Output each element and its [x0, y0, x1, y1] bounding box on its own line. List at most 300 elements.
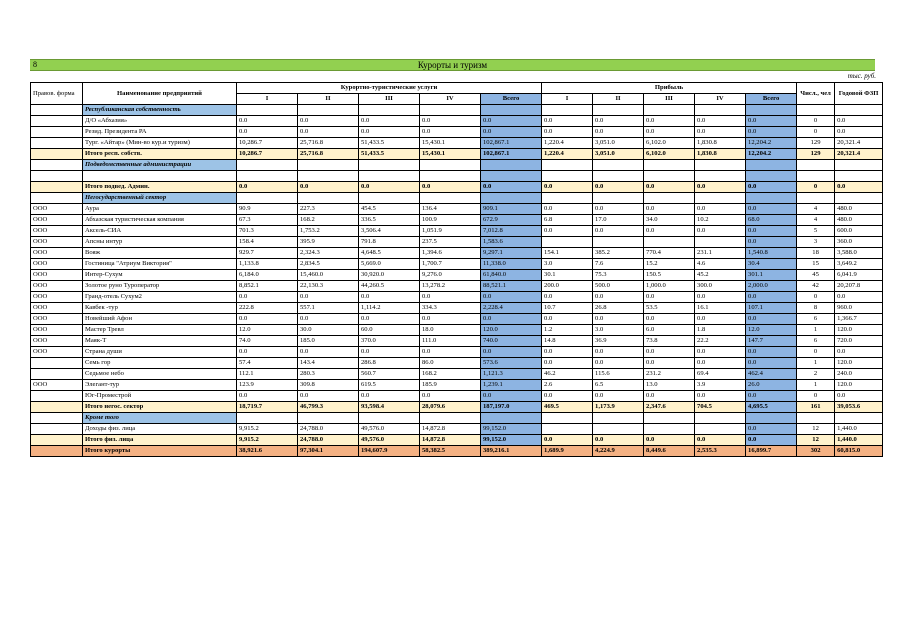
section-empty-cell [644, 193, 695, 204]
profit-cell: 147.7 [746, 336, 797, 347]
services-cell: 14,872.8 [420, 435, 481, 446]
services-cell: 0.0 [481, 391, 542, 402]
services-cell: 185.0 [298, 336, 359, 347]
fund-cell: 3,649.2 [835, 259, 883, 270]
section-empty-cell [746, 160, 797, 171]
profit-cell: 68.0 [746, 215, 797, 226]
table-row [31, 391, 883, 402]
legal-form-cell [31, 391, 83, 402]
section-empty-cell [695, 413, 746, 424]
profit-cell: 46.2 [542, 369, 593, 380]
services-cell: 309.8 [298, 380, 359, 391]
blank-cell [644, 171, 695, 182]
profit-cell: 0.0 [644, 182, 695, 193]
profit-cell: 1,540.8 [746, 248, 797, 259]
services-cell: 0.0 [359, 347, 420, 358]
profit-cell: 15.2 [644, 259, 695, 270]
services-cell: 51,433.5 [359, 138, 420, 149]
profit-cell: 2,000.0 [746, 281, 797, 292]
profit-cell: 0.0 [695, 204, 746, 215]
table-row [31, 380, 883, 391]
services-cell: 929.7 [237, 248, 298, 259]
enterprise-name-cell: Гостиница "Атриум Виктория" [83, 259, 237, 270]
services-cell: 88,521.1 [481, 281, 542, 292]
section-label: Подведомственные администрации [83, 160, 237, 171]
legal-form-cell: ООО [31, 204, 83, 215]
services-cell: 1,583.6 [481, 237, 542, 248]
fund-cell: 6,041.9 [835, 270, 883, 281]
services-cell: 0.0 [481, 314, 542, 325]
staff-cell: 15 [797, 259, 835, 270]
services-cell: 158.4 [237, 237, 298, 248]
profit-cell: 0.0 [593, 226, 644, 237]
services-cell: 14,872.8 [420, 424, 481, 435]
profit-cell: 1,220.4 [542, 138, 593, 149]
services-cell: 909.1 [481, 204, 542, 215]
header-q1: I [237, 94, 298, 105]
blank-cell [797, 171, 835, 182]
services-cell: 0.0 [481, 347, 542, 358]
table-row [31, 292, 883, 303]
legal-form-cell [31, 402, 83, 413]
profit-cell: 6.5 [593, 380, 644, 391]
page-number: 8 [33, 60, 37, 69]
profit-cell: 0.0 [593, 292, 644, 303]
subtotal-row [31, 402, 883, 413]
blank-cell [420, 171, 481, 182]
table-row [31, 369, 883, 380]
services-cell: 15,430.1 [420, 149, 481, 160]
services-cell: 0.0 [481, 116, 542, 127]
header-q4: IV [420, 94, 481, 105]
services-cell: 90.9 [237, 204, 298, 215]
profit-cell: 4,695.5 [746, 402, 797, 413]
enterprise-name-cell: Д/О «Абхазия» [83, 116, 237, 127]
table-row [31, 325, 883, 336]
staff-cell: 45 [797, 270, 835, 281]
profit-cell: 0.0 [695, 314, 746, 325]
table-row [31, 347, 883, 358]
profit-cell: 34.0 [644, 215, 695, 226]
staff-cell: 3 [797, 237, 835, 248]
table-row [31, 237, 883, 248]
profit-cell: 0.0 [542, 127, 593, 138]
services-cell: 30.0 [298, 325, 359, 336]
legal-form-cell [31, 446, 83, 457]
profit-cell: 36.9 [593, 336, 644, 347]
section-empty-cell [420, 160, 481, 171]
section-empty-cell [746, 413, 797, 424]
services-cell: 237.5 [420, 237, 481, 248]
fund-cell: 39,053.6 [835, 402, 883, 413]
services-cell: 573.6 [481, 358, 542, 369]
section-empty-cell [481, 193, 542, 204]
services-cell: 334.3 [420, 303, 481, 314]
services-cell: 7,012.8 [481, 226, 542, 237]
legal-form-cell: ООО [31, 226, 83, 237]
header-services: Курортно-туристические услуги [237, 83, 542, 94]
profit-cell: 0.0 [644, 314, 695, 325]
services-cell: 123.9 [237, 380, 298, 391]
header-name: Наименование предприятий [83, 83, 237, 105]
profit-cell: 1,689.9 [542, 446, 593, 457]
legal-form-cell: ООО [31, 248, 83, 259]
legal-form-cell: ООО [31, 336, 83, 347]
profit-cell: 6,102.0 [644, 138, 695, 149]
enterprise-name-cell: Аура [83, 204, 237, 215]
staff-cell: 12 [797, 424, 835, 435]
profit-cell: 30.1 [542, 270, 593, 281]
services-cell: 0.0 [237, 314, 298, 325]
services-cell: 0.0 [298, 116, 359, 127]
page-title: Курорты и туризм [417, 60, 488, 70]
services-cell: 0.0 [237, 127, 298, 138]
services-cell: 222.8 [237, 303, 298, 314]
blank-cell [83, 171, 237, 182]
section-empty-cell [420, 105, 481, 116]
section-empty-cell [542, 160, 593, 171]
services-cell: 1,114.2 [359, 303, 420, 314]
profit-cell: 1.8 [695, 325, 746, 336]
services-cell: 1,121.3 [481, 369, 542, 380]
fund-cell: 0.0 [835, 347, 883, 358]
profit-cell: 0.0 [695, 347, 746, 358]
fund-cell: 240.0 [835, 369, 883, 380]
profit-cell: 1,830.8 [695, 149, 746, 160]
profit-cell: 0.0 [644, 347, 695, 358]
fund-cell: 1,440.0 [835, 435, 883, 446]
fund-cell: 20,321.4 [835, 149, 883, 160]
profit-cell: 0.0 [644, 435, 695, 446]
header-q2: II [593, 94, 644, 105]
header-q3: III [359, 94, 420, 105]
enterprise-name-cell: Итого подвед. Админ. [83, 182, 237, 193]
services-cell: 4,648.5 [359, 248, 420, 259]
services-cell: 6,184.0 [237, 270, 298, 281]
services-cell: 15,460.0 [298, 270, 359, 281]
legal-form-cell: ООО [31, 303, 83, 314]
profit-cell: 0.0 [542, 182, 593, 193]
profit-cell: 1,000.0 [644, 281, 695, 292]
profit-cell: 0.0 [746, 292, 797, 303]
enterprise-name-cell: Интер-Сухум [83, 270, 237, 281]
staff-cell: 6 [797, 336, 835, 347]
services-cell: 8,852.1 [237, 281, 298, 292]
services-cell: 86.0 [420, 358, 481, 369]
section-form-cell [31, 105, 83, 116]
services-cell: 791.8 [359, 237, 420, 248]
staff-cell: 4 [797, 204, 835, 215]
fund-cell: 0.0 [835, 116, 883, 127]
blank-cell [298, 171, 359, 182]
services-cell: 30,920.0 [359, 270, 420, 281]
profit-cell: 0.0 [695, 182, 746, 193]
profit-cell: 73.8 [644, 336, 695, 347]
services-cell: 12.0 [237, 325, 298, 336]
profit-cell: 6,102.0 [644, 149, 695, 160]
profit-cell: 0.0 [593, 435, 644, 446]
blank-cell [542, 171, 593, 182]
section-empty-cell [835, 160, 883, 171]
services-cell: 0.0 [298, 314, 359, 325]
section-empty-cell [359, 193, 420, 204]
profit-cell: 107.1 [746, 303, 797, 314]
profit-cell: 300.0 [695, 281, 746, 292]
table-row [31, 358, 883, 369]
profit-cell: 0.0 [746, 116, 797, 127]
fund-cell: 20,321.4 [835, 138, 883, 149]
services-cell: 2,228.4 [481, 303, 542, 314]
fund-cell: 0.0 [835, 391, 883, 402]
profit-cell: 12,204.2 [746, 149, 797, 160]
fund-cell: 480.0 [835, 204, 883, 215]
section-empty-cell [359, 413, 420, 424]
profit-cell [695, 424, 746, 435]
fund-cell: 1,440.0 [835, 424, 883, 435]
profit-cell: 8,449.6 [644, 446, 695, 457]
profit-cell: 4,224.9 [593, 446, 644, 457]
staff-cell: 1 [797, 358, 835, 369]
profit-cell: 45.2 [695, 270, 746, 281]
profit-cell: 0.0 [644, 116, 695, 127]
profit-cell: 1,173.9 [593, 402, 644, 413]
section-form-cell [31, 193, 83, 204]
profit-cell: 6.0 [644, 325, 695, 336]
services-cell: 280.3 [298, 369, 359, 380]
profit-cell: 13.0 [644, 380, 695, 391]
staff-cell: 0 [797, 116, 835, 127]
profit-cell: 75.3 [593, 270, 644, 281]
profit-cell: 0.0 [644, 358, 695, 369]
services-cell: 18.0 [420, 325, 481, 336]
profit-cell: 0.0 [644, 292, 695, 303]
profit-cell: 0.0 [542, 292, 593, 303]
profit-cell: 0.0 [593, 391, 644, 402]
subtotal-row [31, 182, 883, 193]
services-cell: 1,700.7 [420, 259, 481, 270]
services-cell: 24,788.0 [298, 435, 359, 446]
blank-cell [359, 171, 420, 182]
staff-cell: 5 [797, 226, 835, 237]
table-row [31, 138, 883, 149]
services-cell: 18,719.7 [237, 402, 298, 413]
profit-cell: 301.1 [746, 270, 797, 281]
fund-cell: 960.0 [835, 303, 883, 314]
profit-cell: 500.0 [593, 281, 644, 292]
profit-cell: 0.0 [542, 358, 593, 369]
section-empty-cell [797, 193, 835, 204]
enterprise-name-cell: Мастер Тревл [83, 325, 237, 336]
services-cell: 0.0 [420, 127, 481, 138]
services-cell: 0.0 [237, 116, 298, 127]
services-cell: 0.0 [420, 314, 481, 325]
staff-cell: 18 [797, 248, 835, 259]
section-empty-cell [542, 105, 593, 116]
profit-cell: 6.8 [542, 215, 593, 226]
profit-cell: 3,051.0 [593, 138, 644, 149]
units-label: тыс. руб. [847, 72, 876, 80]
profit-cell: 1,220.4 [542, 149, 593, 160]
profit-cell: 0.0 [593, 182, 644, 193]
profit-cell: 1.2 [542, 325, 593, 336]
profit-cell: 0.0 [593, 204, 644, 215]
profit-cell: 0.0 [746, 424, 797, 435]
title-bar [30, 59, 875, 71]
legal-form-cell [31, 149, 83, 160]
services-cell: 286.8 [359, 358, 420, 369]
enterprise-name-cell: Юг-Проместрой [83, 391, 237, 402]
profit-cell: 12.0 [746, 325, 797, 336]
profit-cell: 0.0 [644, 226, 695, 237]
services-cell: 112.1 [237, 369, 298, 380]
staff-cell: 0 [797, 347, 835, 358]
services-cell: 2,324.3 [298, 248, 359, 259]
services-cell: 58,382.5 [420, 446, 481, 457]
services-cell: 9,297.1 [481, 248, 542, 259]
staff-cell: 0 [797, 391, 835, 402]
profit-cell: 22.2 [695, 336, 746, 347]
header-form: Правов. форма [31, 83, 83, 105]
enterprise-name-cell: Итого курорты [83, 446, 237, 457]
profit-cell: 14.8 [542, 336, 593, 347]
profit-cell: 0.0 [695, 435, 746, 446]
services-cell: 46,799.3 [298, 402, 359, 413]
services-cell: 0.0 [237, 391, 298, 402]
fund-cell: 60,815.0 [835, 446, 883, 457]
section-empty-cell [797, 413, 835, 424]
enterprise-name-cell: Маяк-Т [83, 336, 237, 347]
profit-cell: 0.0 [593, 347, 644, 358]
section-empty-cell [644, 413, 695, 424]
profit-cell: 0.0 [746, 226, 797, 237]
legal-form-cell [31, 138, 83, 149]
staff-cell: 161 [797, 402, 835, 413]
profit-cell: 3.9 [695, 380, 746, 391]
profit-cell: 0.0 [746, 204, 797, 215]
services-cell: 10,286.7 [237, 149, 298, 160]
section-form-cell [31, 160, 83, 171]
services-cell: 0.0 [420, 116, 481, 127]
services-cell: 0.0 [359, 314, 420, 325]
section-empty-cell [298, 413, 359, 424]
profit-cell: 0.0 [593, 314, 644, 325]
services-cell: 185.9 [420, 380, 481, 391]
profit-cell: 770.4 [644, 248, 695, 259]
services-cell: 51,433.5 [359, 149, 420, 160]
enterprise-name-cell: Золотое руно Туроператор [83, 281, 237, 292]
services-cell: 9,915.2 [237, 424, 298, 435]
profit-cell [593, 424, 644, 435]
legal-form-cell: ООО [31, 292, 83, 303]
fund-cell: 600.0 [835, 226, 883, 237]
header-fund: Годовой ФЗП [835, 83, 883, 105]
profit-cell: 0.0 [542, 116, 593, 127]
services-cell: 0.0 [420, 391, 481, 402]
services-cell: 168.2 [420, 369, 481, 380]
profit-cell: 17.0 [593, 215, 644, 226]
legal-form-cell [31, 358, 83, 369]
services-cell: 10,286.7 [237, 138, 298, 149]
enterprise-name-cell: Кавбек -тур [83, 303, 237, 314]
legal-form-cell: ООО [31, 237, 83, 248]
legal-form-cell [31, 116, 83, 127]
staff-cell: 129 [797, 149, 835, 160]
services-cell: 370.0 [359, 336, 420, 347]
services-cell: 11,338.0 [481, 259, 542, 270]
services-cell: 0.0 [359, 127, 420, 138]
table-row [31, 281, 883, 292]
table-row [31, 270, 883, 281]
profit-cell: 2.6 [542, 380, 593, 391]
services-cell: 0.0 [237, 347, 298, 358]
services-cell: 38,921.6 [237, 446, 298, 457]
services-cell: 74.0 [237, 336, 298, 347]
enterprise-name-cell: Апсны интур [83, 237, 237, 248]
grand-total-row [31, 446, 883, 457]
profit-cell: 0.0 [695, 127, 746, 138]
profit-cell: 0.0 [644, 391, 695, 402]
services-cell: 0.0 [298, 292, 359, 303]
section-empty-cell [746, 105, 797, 116]
section-empty-cell [237, 413, 298, 424]
profit-cell: 0.0 [542, 391, 593, 402]
enterprise-name-cell: Резид. Президента РА [83, 127, 237, 138]
profit-cell [593, 237, 644, 248]
services-cell: 102,867.1 [481, 149, 542, 160]
services-cell: 0.0 [359, 292, 420, 303]
services-cell: 227.3 [298, 204, 359, 215]
profit-cell: 0.0 [746, 435, 797, 446]
fund-cell: 1,366.7 [835, 314, 883, 325]
services-cell: 49,576.0 [359, 424, 420, 435]
profit-cell: 0.0 [542, 226, 593, 237]
legal-form-cell: ООО [31, 270, 83, 281]
blank-cell [481, 171, 542, 182]
services-cell: 389,216.1 [481, 446, 542, 457]
staff-cell: 0 [797, 127, 835, 138]
services-cell: 0.0 [359, 182, 420, 193]
section-row [31, 193, 883, 204]
profit-cell: 0.0 [746, 314, 797, 325]
profit-cell: 154.1 [542, 248, 593, 259]
services-cell: 13,278.2 [420, 281, 481, 292]
profit-cell: 53.5 [644, 303, 695, 314]
services-cell: 2,834.5 [298, 259, 359, 270]
section-empty-cell [593, 160, 644, 171]
table-row [31, 215, 883, 226]
staff-cell: 129 [797, 138, 835, 149]
services-cell: 0.0 [359, 391, 420, 402]
section-empty-cell [298, 105, 359, 116]
profit-cell: 469.5 [542, 402, 593, 413]
profit-cell: 0.0 [593, 358, 644, 369]
table-row [31, 226, 883, 237]
legal-form-cell: ООО [31, 281, 83, 292]
section-empty-cell [746, 193, 797, 204]
services-cell: 93,598.4 [359, 402, 420, 413]
profit-cell: 0.0 [593, 116, 644, 127]
enterprise-name-cell: Гранд-отель Сухум2 [83, 292, 237, 303]
fund-cell: 480.0 [835, 215, 883, 226]
staff-cell: 12 [797, 435, 835, 446]
profit-cell: 0.0 [746, 358, 797, 369]
services-cell: 0.0 [420, 347, 481, 358]
section-empty-cell [835, 105, 883, 116]
section-form-cell [31, 413, 83, 424]
enterprise-name-cell: Элегант-тур [83, 380, 237, 391]
profit-cell [644, 424, 695, 435]
staff-cell: 8 [797, 303, 835, 314]
